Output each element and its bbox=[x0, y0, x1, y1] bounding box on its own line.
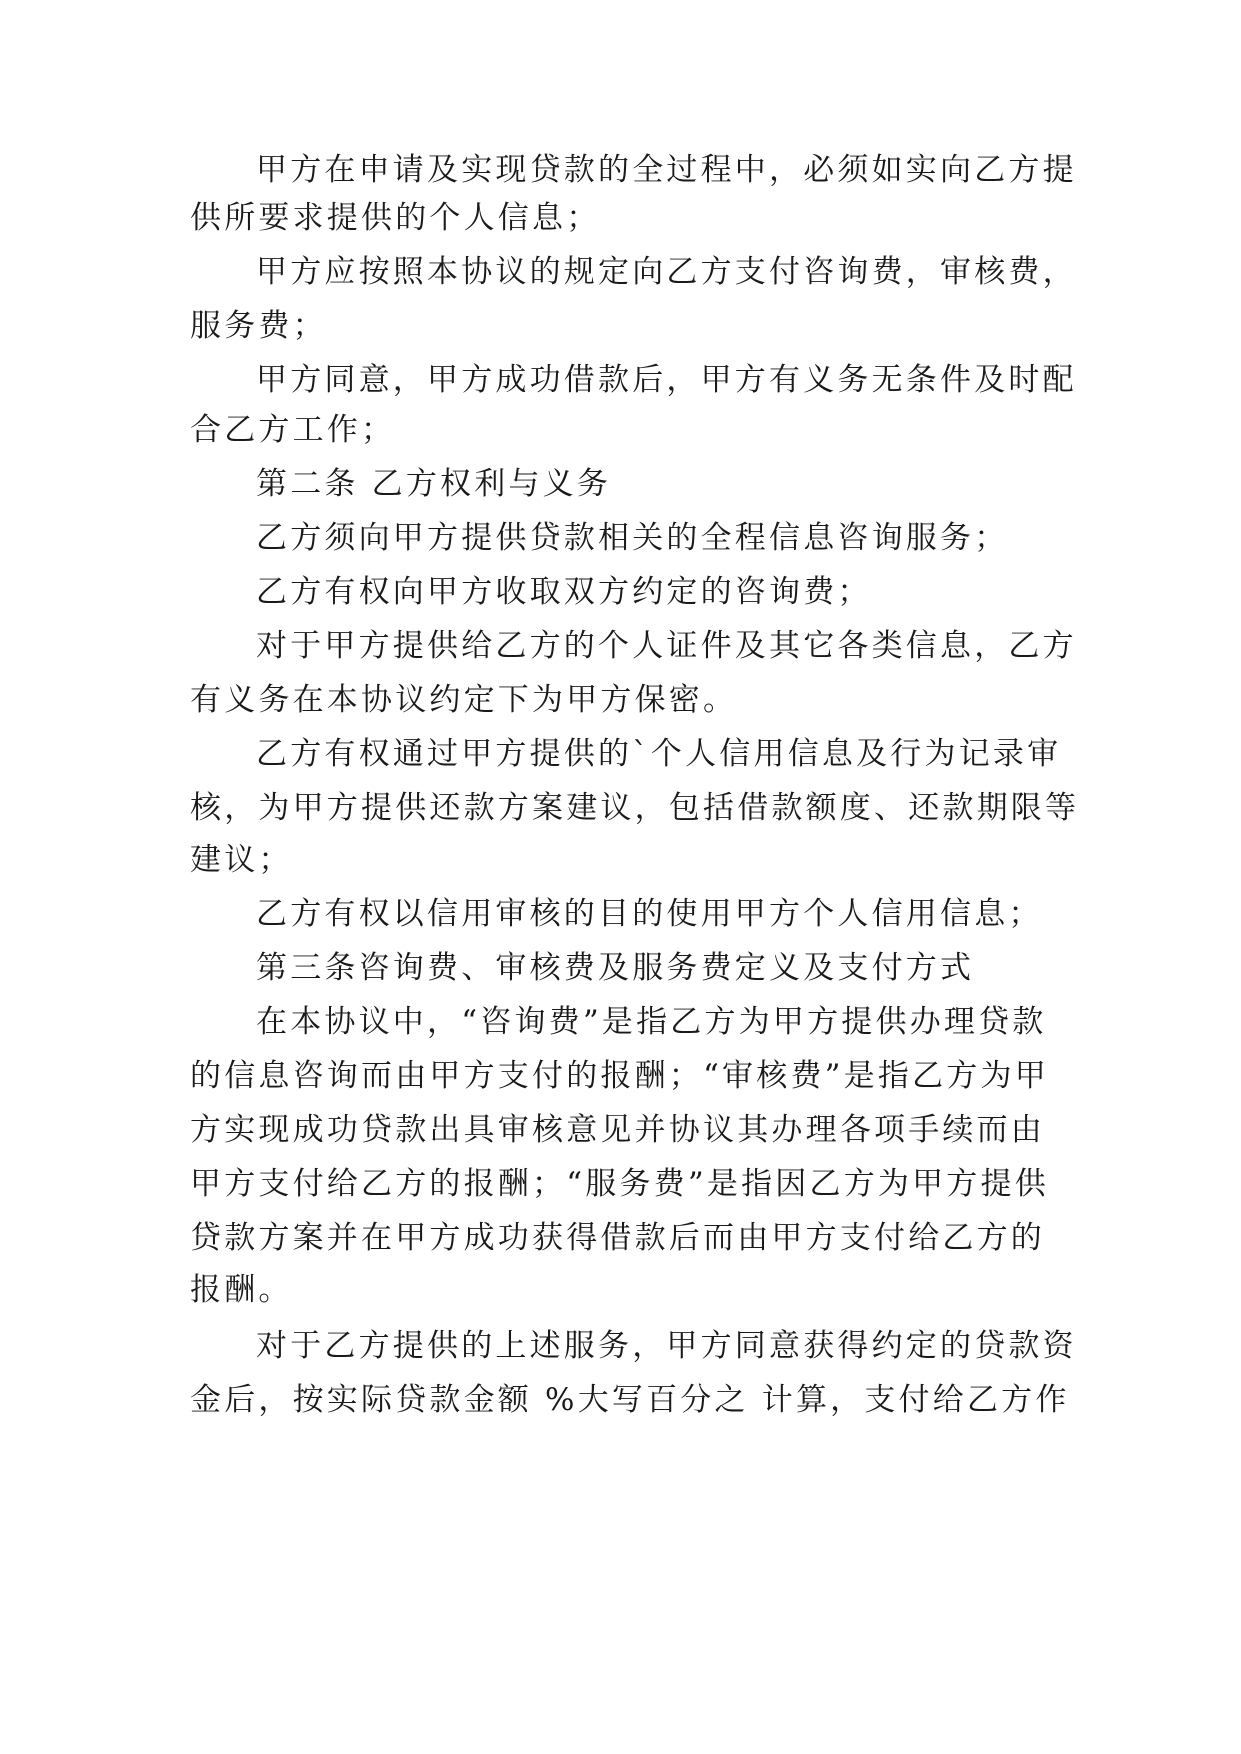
paragraph-line: 对于乙方提供的上述服务，甲方同意获得约定的贷款资 bbox=[256, 1328, 1077, 1364]
paragraph-line: 报酬。 bbox=[190, 1272, 293, 1308]
paragraph-line: 在本协议中，“咨询费”是指乙方为甲方提供办理贷款 bbox=[256, 1004, 1047, 1040]
paragraph-line: 建议； bbox=[190, 842, 293, 878]
paragraph-line: 甲方应按照本协议的规定向乙方支付咨询费，审核费， bbox=[256, 254, 1077, 290]
paragraph-line: 乙方有权通过甲方提供的`个人信用信息及行为记录审 bbox=[256, 736, 1062, 772]
paragraph-line: 服务费； bbox=[190, 308, 327, 344]
section-heading: 第三条咨询费、审核费及服务费定义及支付方式 bbox=[256, 950, 975, 986]
section-heading: 第二条 乙方权利与义务 bbox=[256, 466, 612, 502]
paragraph-line: 核，为甲方提供还款方案建议，包括借款额度、还款期限等 bbox=[190, 790, 1080, 826]
paragraph-line: 贷款方案并在甲方成功获得借款后而由甲方支付给乙方的 bbox=[190, 1220, 1045, 1256]
paragraph-line: 方实现成功贷款出具审核意见并协议其办理各项手续而由 bbox=[190, 1112, 1045, 1148]
paragraph-line: 甲方在申请及实现贷款的全过程中，必须如实向乙方提 bbox=[256, 152, 1077, 188]
paragraph-line: 合乙方工作； bbox=[190, 412, 396, 448]
paragraph-line: 金后，按实际贷款金额 %大写百分之 计算，支付给乙方作 bbox=[190, 1382, 1070, 1418]
paragraph-line: 乙方须向甲方提供贷款相关的全程信息咨询服务； bbox=[256, 520, 1009, 556]
paragraph-line: 对于甲方提供给乙方的个人证件及其它各类信息，乙方 bbox=[256, 628, 1077, 664]
paragraph-line: 供所要求提供的个人信息； bbox=[190, 200, 601, 236]
paragraph-line: 乙方有权以信用审核的目的使用甲方个人信用信息； bbox=[256, 896, 1043, 932]
paragraph-line: 乙方有权向甲方收取双方约定的咨询费； bbox=[256, 574, 872, 610]
paragraph-line: 的信息咨询而由甲方支付的报酬；“审核费”是指乙方为甲 bbox=[190, 1058, 1049, 1094]
paragraph-line: 有义务在本协议约定下为甲方保密。 bbox=[190, 682, 738, 718]
paragraph-line: 甲方同意，甲方成功借款后，甲方有义务无条件及时配 bbox=[256, 362, 1077, 398]
paragraph-line: 甲方支付给乙方的报酬；“服务费”是指因乙方为甲方提供 bbox=[190, 1166, 1049, 1202]
